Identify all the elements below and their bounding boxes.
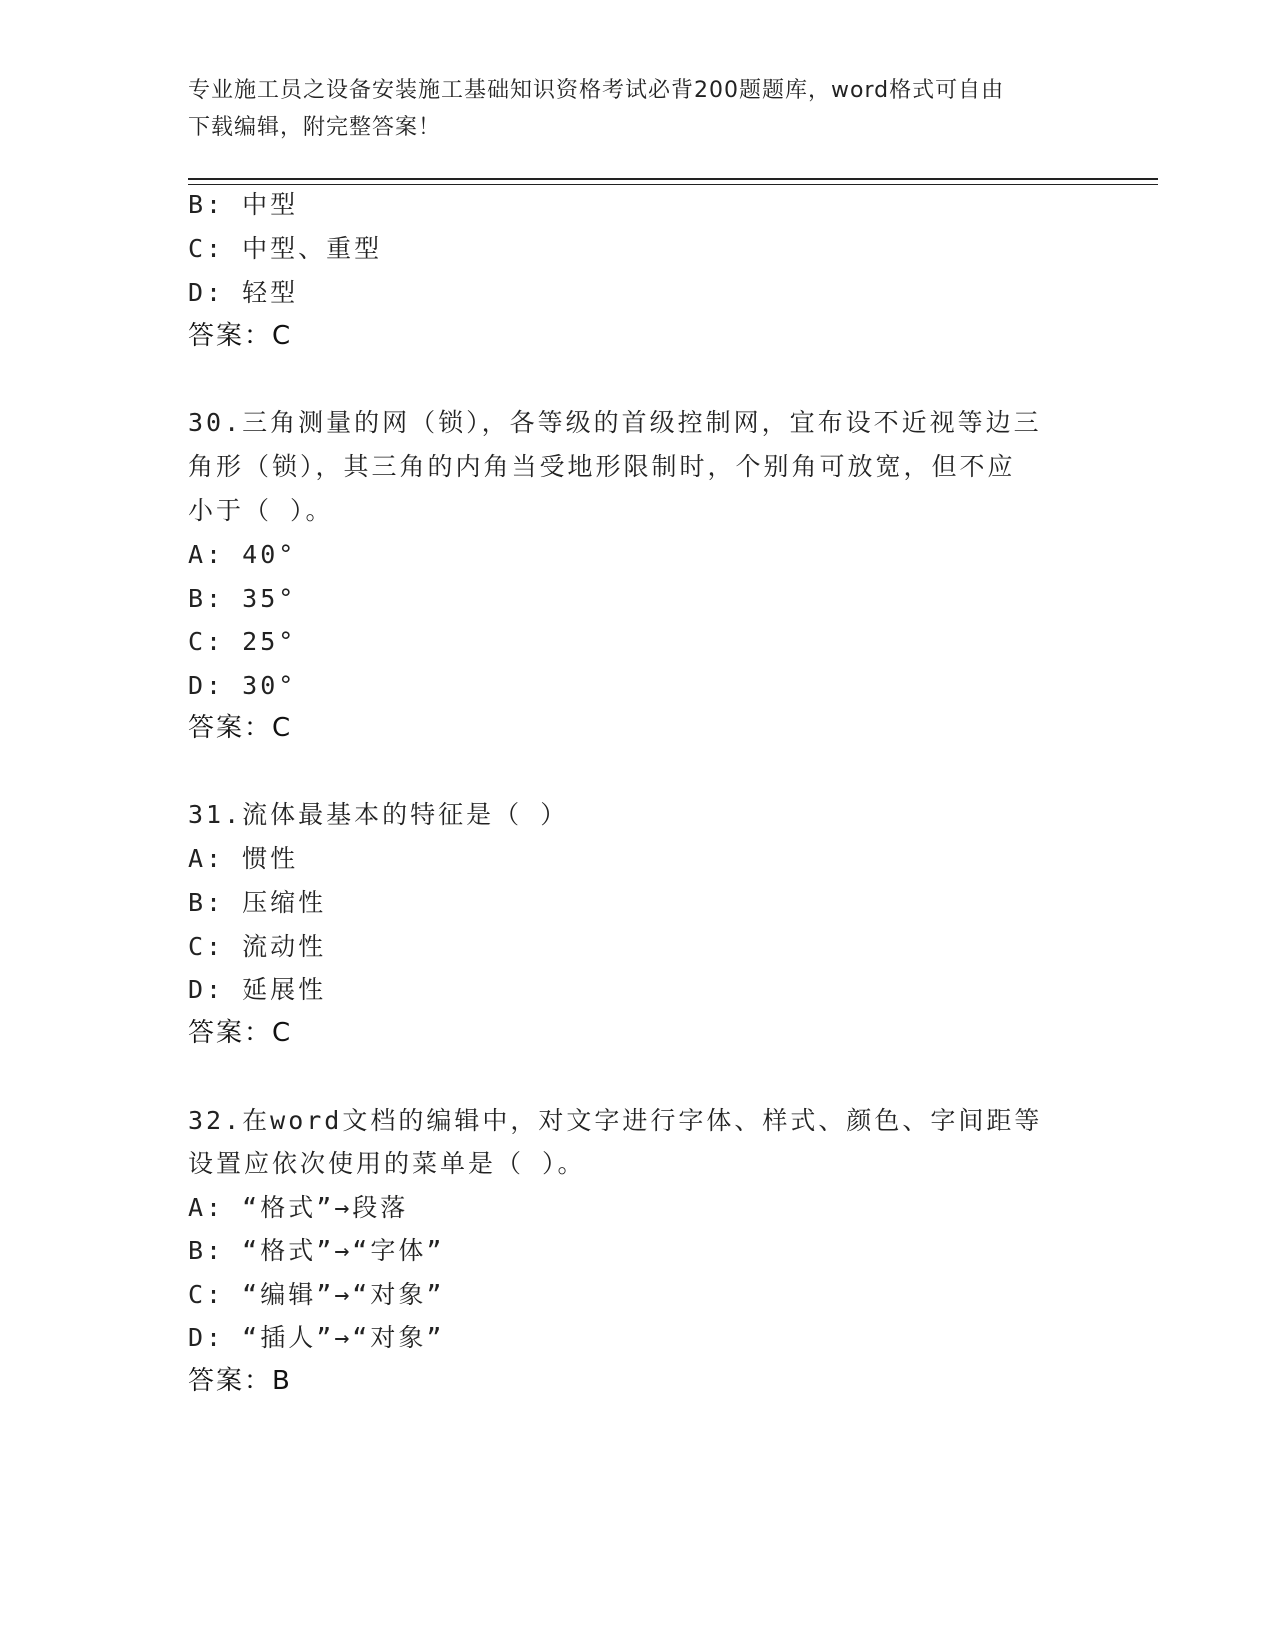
q30-option-c: C: 25° <box>188 627 297 656</box>
prev-option-c: C: 中型、重型 <box>188 234 383 263</box>
q31-option-d: D: 延展性 <box>188 975 327 1004</box>
q32-option-d: D: “插人”→“对象” <box>188 1323 445 1352</box>
prev-option-d: D: 轻型 <box>188 278 299 307</box>
q32-stem-line-1: 32.在word文档的编辑中，对文字进行字体、样式、颜色、字间距等 <box>188 1106 1043 1135</box>
q30-option-b: B: 35° <box>188 584 297 613</box>
q31-option-b: B: 压缩性 <box>188 888 327 917</box>
q30-option-a: A: 40° <box>188 540 297 569</box>
q32-option-b: B: “格式”→“字体” <box>188 1236 445 1265</box>
q31-option-c: C: 流动性 <box>188 932 327 961</box>
q31-stem-line-1: 31.流体最基本的特征是（ ） <box>188 800 569 829</box>
q32-option-a: A: “格式”→段落 <box>188 1193 409 1222</box>
header-rule-thin <box>188 184 1158 185</box>
q31-option-a: A: 惯性 <box>188 844 299 873</box>
q32-answer: 答案：B <box>188 1366 292 1396</box>
q31-answer: 答案：C <box>188 1018 293 1048</box>
header-rule-thick <box>188 178 1158 180</box>
q30-answer: 答案：C <box>188 713 293 743</box>
q32-option-c: C: “编辑”→“对象” <box>188 1280 445 1309</box>
prev-option-b: B: 中型 <box>188 190 299 219</box>
q32-stem-line-2: 设置应依次使用的菜单是（ ）。 <box>188 1149 586 1178</box>
q30-stem-line-2: 角形（锁），其三角的内角当受地形限制时，个别角可放宽，但不应 <box>188 452 1016 481</box>
header-line-1: 专业施工员之设备安装施工基础知识资格考试必背200题题库，word格式可自由 <box>188 78 1005 103</box>
prev-answer: 答案：C <box>188 321 293 351</box>
document-header <box>188 72 1088 146</box>
q30-stem-line-3: 小于（ ）。 <box>188 496 334 525</box>
header-line-2: 下载编辑，附完整答案！ <box>188 115 442 140</box>
q30-stem-line-1: 30.三角测量的网（锁），各等级的首级控制网，宜布设不近视等边三 <box>188 408 1042 437</box>
q30-option-d: D: 30° <box>188 671 297 700</box>
